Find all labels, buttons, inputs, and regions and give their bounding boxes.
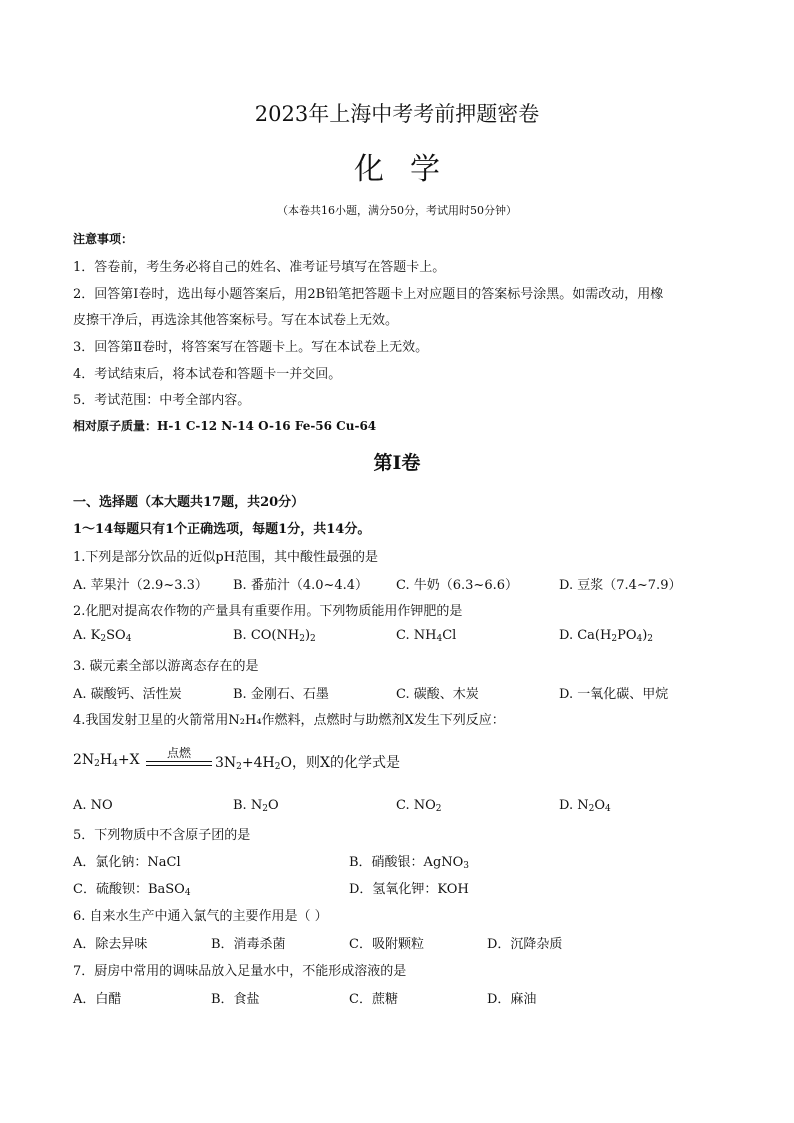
q7-option-b: B．食盐 bbox=[211, 992, 260, 1007]
question-7-stem: 7．厨房中常用的调味品放入足量水中，不能形成溶液的是 bbox=[73, 964, 407, 979]
q2-option-d: D. $Ca(H_2PO_4)_2$ bbox=[559, 628, 654, 644]
q5-option-b: B．硝酸银：AgNO$_3$ bbox=[349, 855, 470, 871]
question-1-stem: 1.下列是部分饮品的近似pH范围，其中酸性最强的是 bbox=[73, 550, 379, 565]
q6-option-c: C．吸附颗粒 bbox=[349, 937, 424, 952]
q6-option-d: D．沉降杂质 bbox=[487, 937, 563, 952]
reaction-equation bbox=[73, 746, 733, 776]
atomic-mass-line: 相对原子质量：H-1 C-12 N-14 O-16 Fe-56 Cu-64 bbox=[73, 419, 377, 433]
part-one-label: 第Ⅰ卷 bbox=[373, 452, 421, 474]
equation-products: $3N_2+4H_2O$，则X的化学式是 bbox=[215, 755, 400, 772]
q3-option-a: A. 碳酸钙、活性炭 bbox=[73, 687, 182, 702]
q1-option-a: A. 苹果汁（2.9~3.3） bbox=[73, 578, 208, 593]
q7-option-c: C．蔗糖 bbox=[349, 992, 398, 1007]
q5-option-c: C．硫酸钡：BaSO$_4$ bbox=[73, 882, 191, 898]
reaction-arrow bbox=[146, 746, 212, 766]
question-6-stem: 6. 自来水生产中通入氯气的主要作用是（ ） bbox=[73, 909, 328, 924]
q3-option-b: B. 金刚石、石墨 bbox=[233, 687, 329, 702]
q2-option-c: C. $NH_4Cl$ bbox=[396, 628, 457, 644]
reaction-condition: 点燃 bbox=[166, 746, 191, 760]
question-4-stem: 4.我国发射卫星的火箭常用N₂H₄作燃料，点燃时与助燃剂X发生下列反应： bbox=[73, 713, 505, 728]
exam-note: （本卷共16小题，满分50分，考试用时50分钟） bbox=[277, 204, 517, 217]
subject-title: 化学 bbox=[354, 152, 466, 187]
q4-option-c: C. $NO_2$ bbox=[396, 798, 442, 814]
question-3-stem: 3. 碳元素全部以游离态存在的是 bbox=[73, 659, 259, 674]
q1-option-b: B. 番茄汁（4.0~4.4） bbox=[233, 578, 369, 593]
q4-option-b: B. $N_2O$ bbox=[233, 798, 279, 814]
q5-option-a: A．氯化钠：NaCl bbox=[73, 855, 181, 870]
q6-option-b: B．消毒杀菌 bbox=[211, 937, 286, 952]
q1-option-c: C. 牛奶（6.3~6.6） bbox=[396, 578, 518, 593]
instruction-item: 5．考试范围：中考全部内容。 bbox=[73, 393, 251, 408]
q6-option-a: A．除去异味 bbox=[73, 937, 148, 952]
section-heading: 一、选择题（本大题共17题，共20分） bbox=[73, 495, 305, 510]
instruction-item: 皮擦干净后，再选涂其他答案标号。写在本试卷上无效。 bbox=[73, 313, 399, 328]
question-2-stem: 2.化肥对提高农作物的产量具有重要作用。下列物质能用作钾肥的是 bbox=[73, 604, 463, 619]
instruction-item: 2．回答第Ⅰ卷时，选出每小题答案后，用2B铅笔把答题卡上对应题目的答案标号涂黑。如需改动，用橡 bbox=[73, 287, 664, 302]
q1-option-d: D. 豆浆（7.4~7.9） bbox=[559, 578, 682, 593]
instructions-heading: 注意事项： bbox=[73, 232, 134, 246]
q4-option-a: A. NO bbox=[73, 798, 113, 813]
q3-option-d: D. 一氧化碳、甲烷 bbox=[559, 687, 669, 702]
instruction-item: 3．回答第Ⅱ卷时，将答案写在答题卡上。写在本试卷上无效。 bbox=[73, 340, 429, 355]
q2-option-a: A. $K_2SO_4$ bbox=[73, 628, 132, 644]
subsection-heading: 1～14每题只有1个正确选项，每题1分，共14分。 bbox=[73, 522, 371, 537]
q7-option-a: A．白醋 bbox=[73, 992, 122, 1007]
instruction-item: 4．考试结束后，将本试卷和答题卡一并交回。 bbox=[73, 367, 342, 382]
q7-option-d: D．麻油 bbox=[487, 992, 537, 1007]
equation-reactants: $2N_2H_4+X$ bbox=[73, 752, 140, 769]
q4-option-d: D. $N_2O_4$ bbox=[559, 798, 611, 814]
q5-option-d: D．氢氧化钾：KOH bbox=[349, 882, 469, 897]
exam-title: 2023年上海中考考前押题密卷 bbox=[254, 102, 540, 126]
q3-option-c: C. 碳酸、木炭 bbox=[396, 687, 479, 702]
q2-option-b: B. $CO(NH_2)_2$ bbox=[233, 628, 316, 644]
instruction-item: 1．答卷前，考生务必将自己的姓名、准考证号填写在答题卡上。 bbox=[73, 260, 446, 275]
question-5-stem: 5．下列物质中不含原子团的是 bbox=[73, 828, 251, 843]
